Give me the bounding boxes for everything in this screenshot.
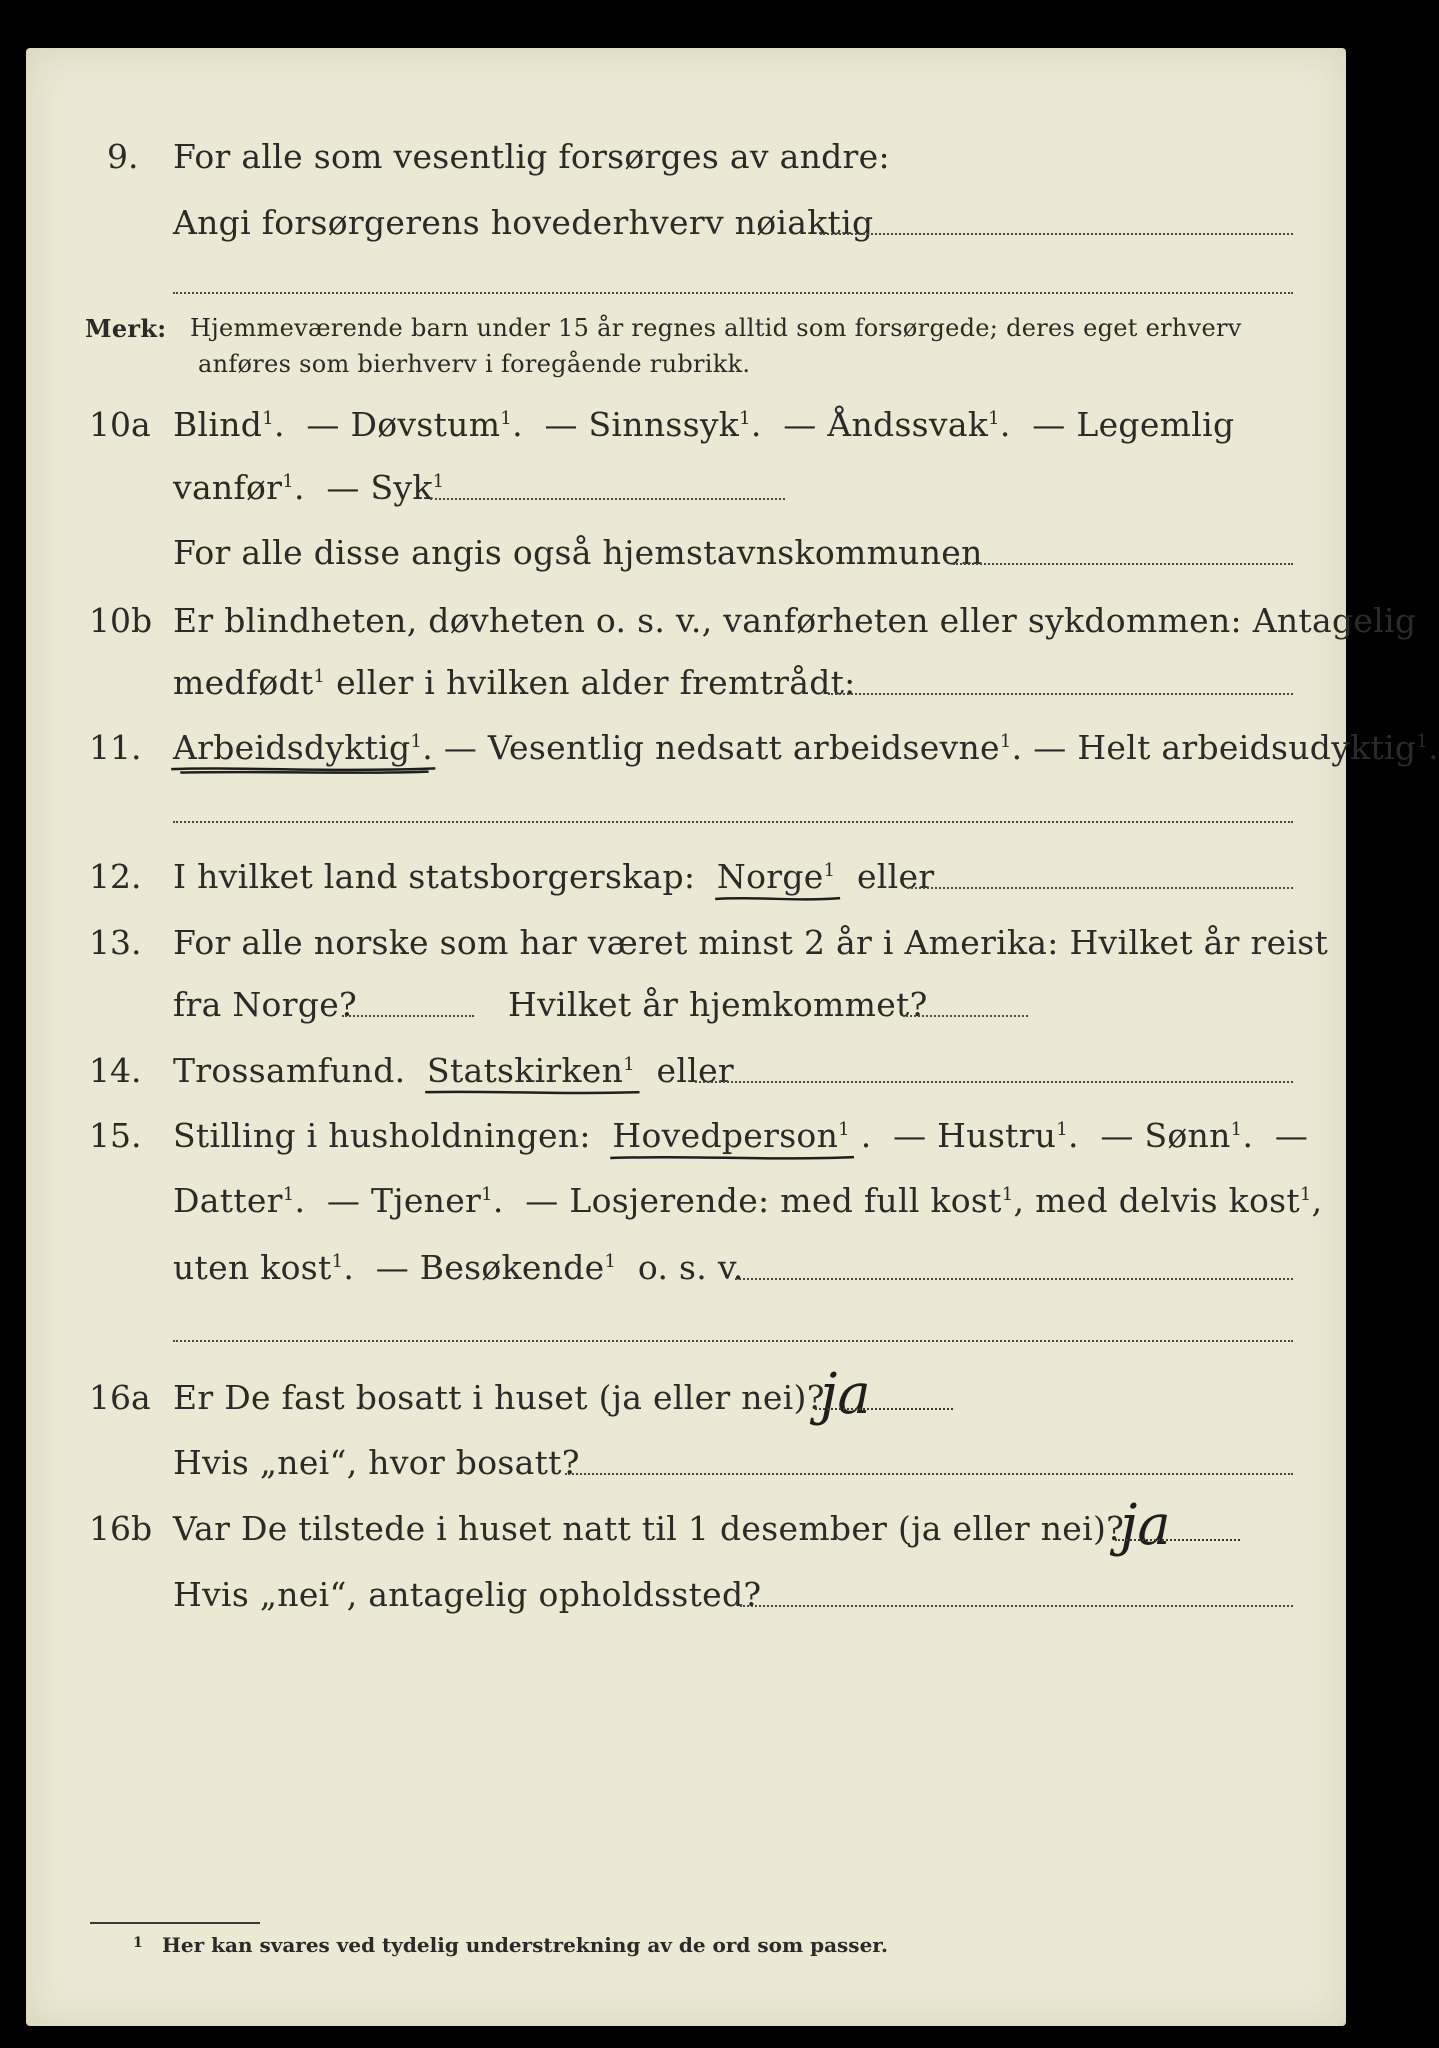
option-norge-label: Norge bbox=[716, 857, 824, 896]
option-blind[interactable]: Blind bbox=[173, 405, 263, 444]
q14-line bbox=[173, 1051, 734, 1090]
option-arbeidsdyktig[interactable]: Arbeidsdyktig$^1$. bbox=[173, 728, 444, 767]
q14-tail: eller bbox=[656, 1051, 734, 1090]
footnote-ref: 1 bbox=[739, 408, 751, 429]
option-sonn[interactable]: — Sønn bbox=[1100, 1116, 1231, 1155]
q15-answer-line-2 bbox=[173, 1340, 1293, 1342]
option-vanfor[interactable]: vanfør bbox=[173, 468, 283, 507]
q10a-kommune-line bbox=[953, 563, 1293, 565]
q14-number: 14. bbox=[89, 1051, 142, 1090]
option-besokende[interactable]: — Besøkende bbox=[375, 1248, 605, 1287]
merk-line2: anføres som bierhverv i foregående rubrikk. bbox=[198, 350, 751, 378]
q15-number: 15. bbox=[89, 1116, 142, 1155]
q13-hjemkommet-line bbox=[903, 1015, 1028, 1017]
footnote-ref: 1 bbox=[481, 1184, 493, 1205]
q15-answer-line bbox=[735, 1278, 1293, 1280]
q16b-handwritten-answer[interactable]: ja bbox=[1120, 1493, 1171, 1558]
footnote-ref: 1 bbox=[1056, 1119, 1069, 1140]
option-syk[interactable]: — Syk bbox=[326, 468, 433, 507]
q11-number: 11. bbox=[89, 728, 142, 767]
q16a-line1: Er De fast bosatt i huset (ja eller nei)? bbox=[173, 1378, 825, 1417]
q16b-number: 16b bbox=[89, 1509, 153, 1548]
q10b-line1: Er blindheten, døvheten o. s. v., vanførheten eller sykdommen: Antagelig bbox=[173, 601, 1417, 640]
option-norge[interactable] bbox=[717, 857, 846, 896]
q12-number: 12. bbox=[89, 857, 142, 896]
footnote-ref: 1 bbox=[331, 1251, 344, 1272]
q12-tail: eller bbox=[856, 857, 935, 896]
option-full-kost[interactable]: — Losjerende: med full kost bbox=[525, 1181, 1002, 1220]
q11-line: Arbeidsdyktig$^1$. — Vesentlig nedsatt arbeidsevne$^1$. — Helt arbeidsudyktig$^1$. bbox=[173, 728, 1439, 767]
ink-underline-mark bbox=[169, 765, 440, 775]
q16b-line1: Var De tilstede i huset natt til 1 desember (ja eller nei)? bbox=[173, 1509, 1125, 1548]
q16b-line2: Hvis „nei“, antagelig opholdssted? bbox=[173, 1575, 762, 1614]
option-hustru[interactable]: — Hustru bbox=[893, 1116, 1057, 1155]
footnote-ref: 1 bbox=[1001, 1184, 1014, 1205]
q13-reist-line bbox=[342, 1015, 474, 1017]
q9-number: 9. bbox=[107, 137, 139, 176]
option-dovstum[interactable]: — Døvstum bbox=[306, 405, 501, 444]
q16b-answer-line bbox=[1115, 1539, 1240, 1541]
option-uten-kost[interactable]: uten kost bbox=[173, 1248, 332, 1287]
q10b-alder-text: eller i hvilken alder fremtrådt: bbox=[336, 663, 856, 702]
option-hovedperson[interactable] bbox=[612, 1116, 860, 1155]
option-legemlig[interactable]: — Legemlig bbox=[1032, 405, 1235, 444]
merk-line1: Hjemmeværende barn under 15 år regnes alltid som forsørgede; deres eget erhverv bbox=[190, 314, 1242, 342]
footnote-ref: 1 bbox=[623, 1054, 635, 1075]
option-delvis-kost[interactable]: , med delvis kost bbox=[1013, 1181, 1300, 1220]
merk-label: Merk: bbox=[85, 314, 167, 343]
footnote-ref: 1 bbox=[988, 408, 1000, 429]
option-tjener[interactable]: — Tjener bbox=[326, 1181, 482, 1220]
ink-underline-mark bbox=[713, 894, 842, 904]
q13-line2a: fra Norge? bbox=[173, 985, 358, 1024]
q15-line2: Datter$^1$. — Tjener$^1$. — Losjerende: med full kost$^1$, med delvis kost$^1$, bbox=[173, 1181, 1323, 1220]
footnote-text: Her kan svares ved tydelig understrekning av de ord som passer. bbox=[162, 1933, 888, 1957]
q16a-line2: Hvis „nei“, hvor bosatt? bbox=[173, 1443, 580, 1482]
q16b-opholdssted-line bbox=[740, 1605, 1293, 1607]
footnote-ref: 1 bbox=[410, 731, 423, 752]
q15-line1: Stilling i husholdningen: Hovedperson$^1$ . — Hustru$^1$. — Sønn$^1$. — bbox=[173, 1116, 1308, 1155]
footnote-ref: 1 bbox=[1230, 1119, 1243, 1140]
osv-text: o. s. v. bbox=[637, 1248, 744, 1287]
q9-line1: For alle som vesentlig forsørges av andre: bbox=[173, 137, 890, 176]
q15-line3: uten kost$^1$. — Besøkende$^1$ o. s. v. bbox=[173, 1248, 744, 1287]
ink-underline-mark bbox=[423, 1088, 642, 1098]
ink-underline-mark bbox=[608, 1153, 856, 1163]
option-nedsatt[interactable]: — Vesentlig nedsatt arbeidsevne bbox=[443, 728, 1000, 767]
option-andssvak[interactable]: — Åndssvak bbox=[783, 405, 989, 444]
option-statskirken[interactable] bbox=[427, 1051, 646, 1090]
footnote-ref: 1 bbox=[999, 731, 1012, 752]
q10a-number: 10a bbox=[89, 405, 151, 444]
footnote-ref: 1 bbox=[604, 1251, 617, 1272]
footnote-ref: 1 bbox=[282, 1184, 295, 1205]
option-medfodt[interactable]: medfødt bbox=[173, 663, 314, 702]
option-arbeidsdyktig-label: Arbeidsdyktig bbox=[173, 728, 411, 767]
q16a-answer-line bbox=[815, 1408, 953, 1410]
footnote-ref: 1 bbox=[500, 408, 513, 429]
option-hovedperson-label: Hovedperson bbox=[612, 1116, 839, 1155]
q16a-handwritten-answer[interactable]: ja bbox=[820, 1362, 871, 1427]
q9-line2: Angi forsørgerens hovederhverv nøiaktig bbox=[173, 203, 874, 242]
q13-number: 13. bbox=[89, 923, 142, 962]
option-datter[interactable]: Datter bbox=[173, 1181, 283, 1220]
footnote-ref: 1 bbox=[432, 471, 445, 492]
footnote-ref: 1 bbox=[1299, 1184, 1312, 1205]
q16a-number: 16a bbox=[89, 1378, 151, 1417]
q15-label: Stilling i husholdningen: bbox=[173, 1116, 591, 1155]
footnote-ref: 1 bbox=[1416, 731, 1429, 752]
footnote-rule bbox=[90, 1922, 260, 1924]
q9-answer-line bbox=[820, 233, 1293, 235]
q11-answer-line bbox=[173, 821, 1293, 823]
q10a-syk-line bbox=[430, 498, 785, 500]
footnote-ref: 1 bbox=[262, 408, 275, 429]
footnote-ref: 1 bbox=[838, 1119, 850, 1140]
footnote-ref: 1 bbox=[313, 666, 326, 687]
q14-answer-line bbox=[695, 1081, 1293, 1083]
option-sinnssyk[interactable]: — Sinnssyk bbox=[544, 405, 740, 444]
q13-line2b: Hvilket år hjemkommet? bbox=[508, 985, 928, 1024]
q10b-alder-line bbox=[828, 693, 1293, 695]
q13-line1: For alle norske som har været minst 2 år i Amerika: Hvilket år reist bbox=[173, 923, 1329, 962]
q12-answer-line bbox=[907, 887, 1293, 889]
q12-line bbox=[173, 857, 934, 896]
q10a-line3: For alle disse angis også hjemstavnskommunen bbox=[173, 533, 983, 572]
footnote-mark: 1 bbox=[133, 1935, 143, 1951]
option-statskirken-label: Statskirken bbox=[427, 1051, 624, 1090]
footnote-ref: 1 bbox=[282, 471, 294, 492]
option-udyktig[interactable]: — Helt arbeidsudyktig bbox=[1033, 728, 1417, 767]
q10a-line2: vanfør$^1$. — Syk$^1$ bbox=[173, 468, 445, 507]
footnote-ref: 1 bbox=[823, 860, 836, 881]
q9-answer-line-2 bbox=[173, 292, 1293, 294]
form-page bbox=[26, 48, 1346, 2026]
q16a-bosatt-line bbox=[565, 1473, 1293, 1475]
q10a-line1: Blind$^1$. — Døvstum$^1$. — Sinnssyk$^1$. — Åndssvak$^1$. — Legemlig bbox=[173, 405, 1235, 444]
dash: — bbox=[1274, 1116, 1309, 1155]
q10b-line2 bbox=[173, 663, 856, 702]
q12-text: I hvilket land statsborgerskap: bbox=[173, 857, 696, 896]
q10b-number: 10b bbox=[89, 601, 153, 640]
q14-text: Trossamfund. bbox=[173, 1051, 406, 1090]
